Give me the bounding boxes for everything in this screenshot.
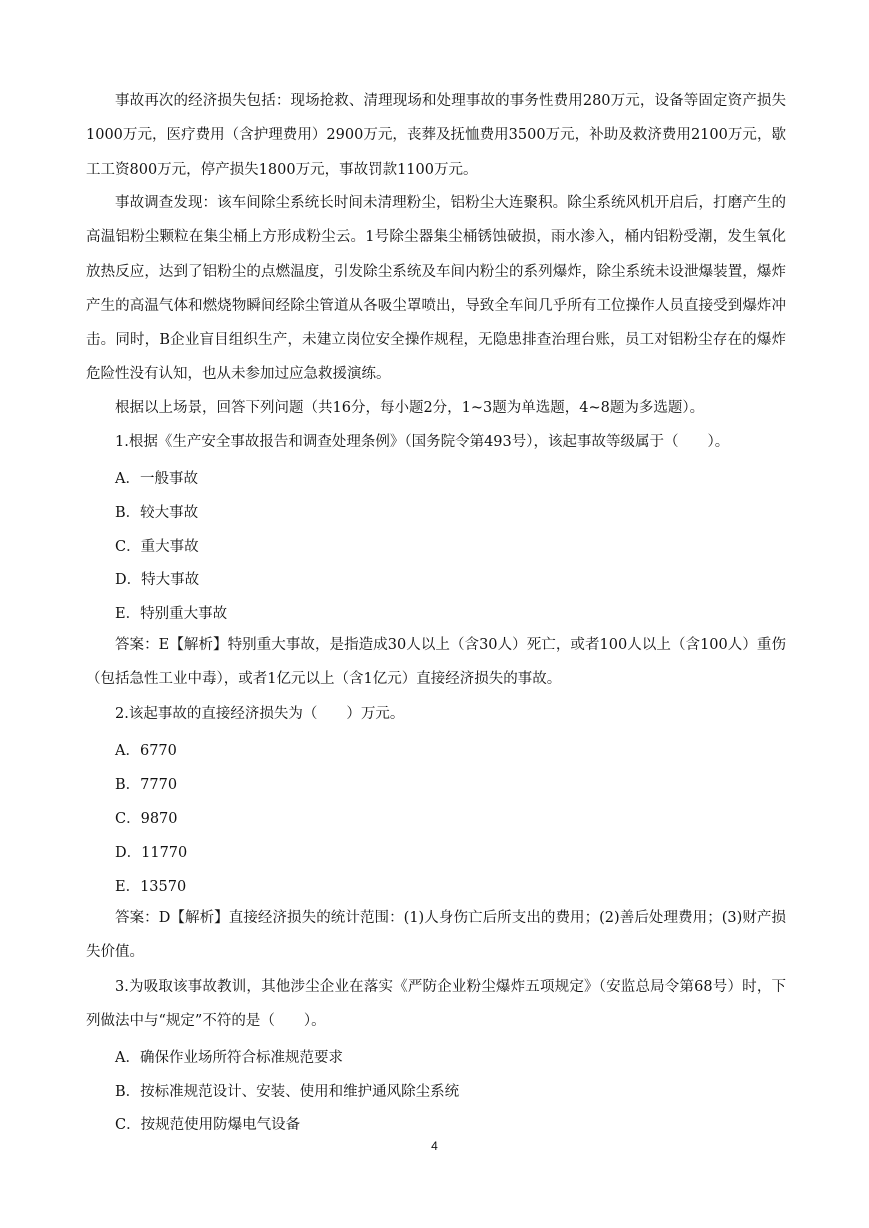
q1-option-b: B．较大事故 [115,505,199,521]
q3-option-a: A．确保作业场所符合标准规范要求 [115,1050,343,1066]
q2-option-e: E．13570 [115,879,187,895]
question-1: 1.根据《生产安全事故报告和调查处理条例》（国务院令第493号），该起事故等级属于（ ）。 [115,434,730,450]
q1-option-c: C．重大事故 [115,539,199,555]
q2-option-a: A．6770 [115,743,177,759]
q1-option-d: D．特大事故 [115,572,200,588]
q3-option-c: C．按规范使用防爆电气设备 [115,1117,301,1133]
q2-option-d: D．11770 [115,845,188,861]
q2-option-c: C．9870 [115,811,178,827]
loss-paragraph: 事故再次的经济损失包括：现场抢救、清理现场和处理事故的事务性费用280万元，设备等固定资产损失1000万元，医疗费用（含护理费用）2900万元，丧葬及抚恤费用3500万元，补助及救济费用2100万元，歇工工资800万元，停产损失1800万元，事故罚款1100万元。 [86,93,786,178]
q1-option-e: E．特别重大事故 [115,606,228,622]
q2-answer: 答案：D【解析】直接经济损失的统计范围：(1)人身伤亡后所支出的费用；(2)善后处理费用；(3)财产损失价值。 [86,910,786,961]
q3-option-b: B．按标准规范设计、安装、使用和维护通风除尘系统 [115,1084,460,1100]
question-2: 2.该起事故的直接经济损失为（ ）万元。 [115,706,405,722]
q1-option-a: A．一般事故 [115,471,198,487]
investigation-paragraph: 事故调查发现：该车间除尘系统长时间未清理粉尘，铝粉尘大连聚积。除尘系统风机开启后，打磨产生的高温铝粉尘颗粒在集尘桶上方形成粉尘云。1号除尘器集尘桶锈蚀破损，雨水渗入，桶内铝粉受潮，发生氧化放热反应，达到了铝粉尘的点燃温度，引发除尘系统及车间内粉尘的系列爆炸，除尘系统未设泄爆装置，爆炸产生的高温气体和燃烧物瞬间经除尘管道从各吸尘罩喷出，导致全车间几乎所有工位操作人员直接受到爆炸冲击。同时，B企业盲目组织生产，未建立岗位安全操作规程，无隐患排查治理台账，员工对铝粉尘存在的爆炸危险性没有认知，也从未参加过应急救援演练。 [86,195,786,383]
q2-option-b: B．7770 [115,777,178,793]
page-number: 4 [431,1139,438,1153]
q1-answer: 答案：E【解析】特别重大事故，是指造成30人以上（含30人）死亡，或者100人以上（含100人）重伤（包括急性工业中毒），或者1亿元以上（含1亿元）直接经济损失的事故。 [86,637,786,688]
question-3: 3.为吸取该事故教训，其他涉尘企业在落实《严防企业粉尘爆炸五项规定》（安监总局令第68号）时，下列做法中与“规定”不符的是（ ）。 [86,979,786,1030]
instruction-paragraph: 根据以上场景，回答下列问题（共16分，每小题2分，1~3题为单选题，4~8题为多选题）。 [115,400,705,416]
